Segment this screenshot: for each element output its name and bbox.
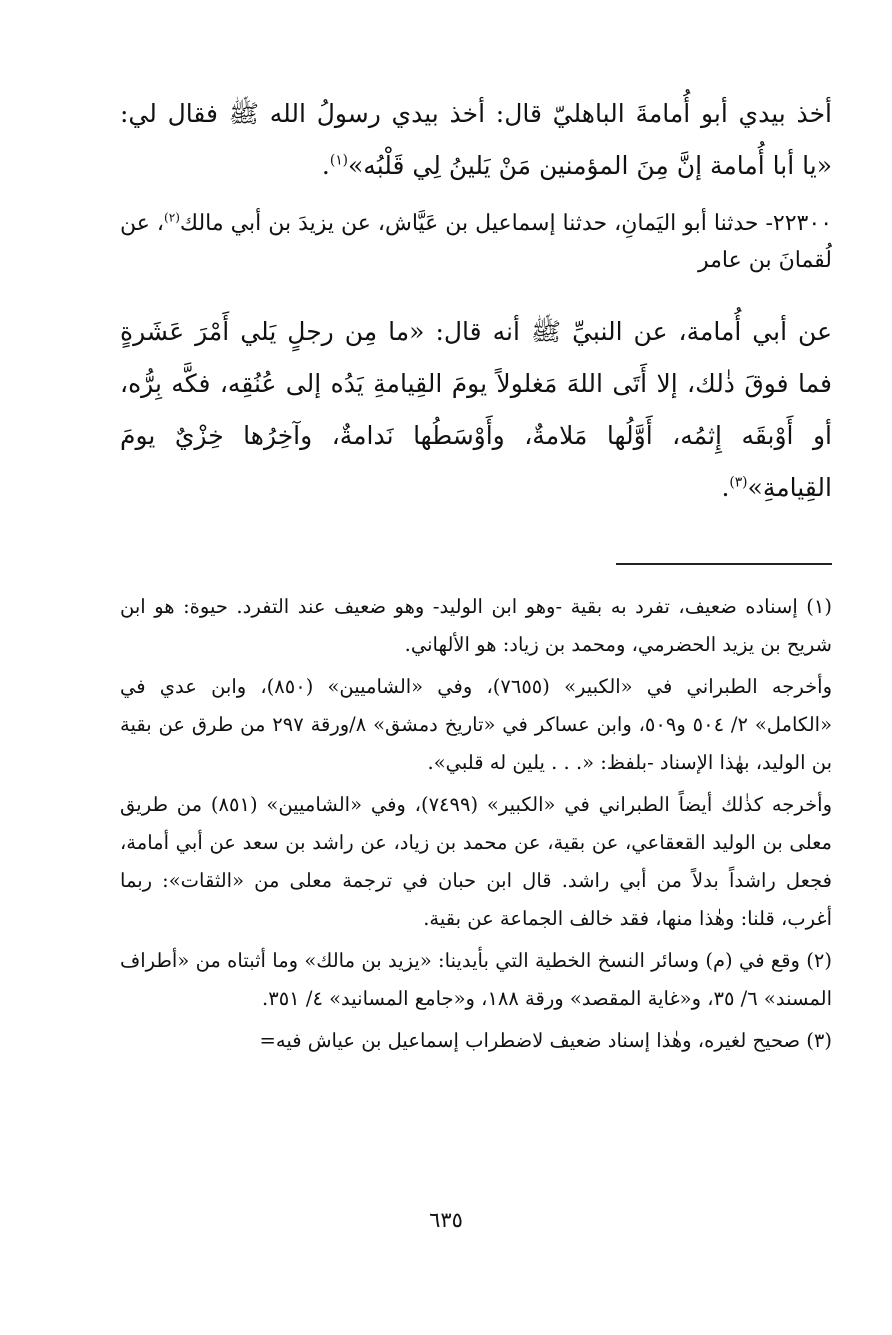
paragraph-text: عن أبي أُمامة، عن النبيِّ ﷺ أنه قال: «ما مِن رجلٍ يَلي أَمْرَ عَشَرةٍ فما فوقَ ذٰلك، إلا أَتَى اللهَ مَغلولاً يومَ القِيامةِ يَدُه إلى عُنُقِه، فكَّه بِرُّه، أو أَوْبقَه إِثمُه، أَوَّلُها مَلامةٌ، وأَوْسَطُها نَدامةٌ، وآخِرُها خِزْيٌ يومَ القِيامةِ»: [120, 317, 832, 502]
main-paragraph-1: [120, 88, 832, 192]
footnote-separator: [616, 563, 832, 565]
footnote-ref-2: (٢): [163, 210, 180, 225]
footnote-1-additional: وأخرجه كذٰلك أيضاً الطبراني في «الكبير» (٧٤٩٩)، وفي «الشاميين» (٨٥١) من طريق معلى بن الوليد القعقاعي، عن بقية، عن محمد بن زياد، عن راشد بن سعد عن أبي أمامة، فجعل راشداً بدلاً من أبي راشد. قال ابن حبان في ترجمة معلى من «الثقات»: ربما أغرب، قلنا: وهٰذا منها، فقد خالف الجماعة عن بقية.: [120, 793, 832, 930]
footnote-3: (٣) صحيح لغيره، وهٰذا إسناد ضعيف لاضطراب إسماعيل بن عياش فيه=: [259, 1029, 832, 1052]
paragraph-end: .: [721, 473, 730, 502]
main-paragraph-2: [120, 306, 832, 514]
paragraph-end: .: [321, 151, 330, 180]
page-number: ٦٣٥: [429, 1208, 463, 1232]
hadith-number-header: [120, 205, 832, 279]
hadith-chain-text: ٢٢٣٠٠- حدثنا أبو اليَمانِ، حدثنا إسماعيل بن عَيَّاش، عن يزيدَ بن أبي مالك: [179, 211, 833, 236]
hadith-chain-text-end: ، عن لُقمانَ بن عامر: [120, 211, 832, 273]
footnotes-section: [120, 588, 832, 1060]
footnote-1: (١) إسناده ضعيف، تفرد به بقية -وهو ابن الوليد- وهو ضعيف عند التفرد. حيوة: هو ابن شريح بن يزيد الحضرمي، ومحمد بن زياد: هو الألهاني.: [120, 595, 832, 656]
footnote-1-sources: وأخرجه الطبراني في «الكبير» (٧٦٥٥)، وفي «الشاميين» (٨٥٠)، وابن عدي في «الكامل» ٢/ ٥٠٤ و٥٠٩، وابن عساكر في «تاريخ دمشق» ٨/ورقة ٢٩٧ من طرق عن بقية بن الوليد، بهٰذا الإسناد -بلفظ: «. . . يلين له قلبي».: [120, 675, 832, 774]
paragraph-text: أخذ بيدي أبو أُمامةَ الباهليّ قال: أخذ بيدي رسولُ الله ﷺ فقال لي: «يا أبا أُمامة إنَّ مِنَ المؤمنين مَنْ يَلينُ لِي قَلْبُه»: [120, 99, 832, 180]
footnote-ref-1: (١): [329, 152, 349, 169]
footnote-2: (٢) وقع في (م) وسائر النسخ الخطية التي بأيدينا: «يزيد بن مالك» وما أثبتاه من «أطراف المسند» ٦/ ٣٥، و«غاية المقصد» ورقة ١٨٨، و«جامع المسانيد» ٤/ ٣٥١.: [120, 949, 832, 1010]
footnote-ref-3: (٣): [729, 474, 748, 491]
